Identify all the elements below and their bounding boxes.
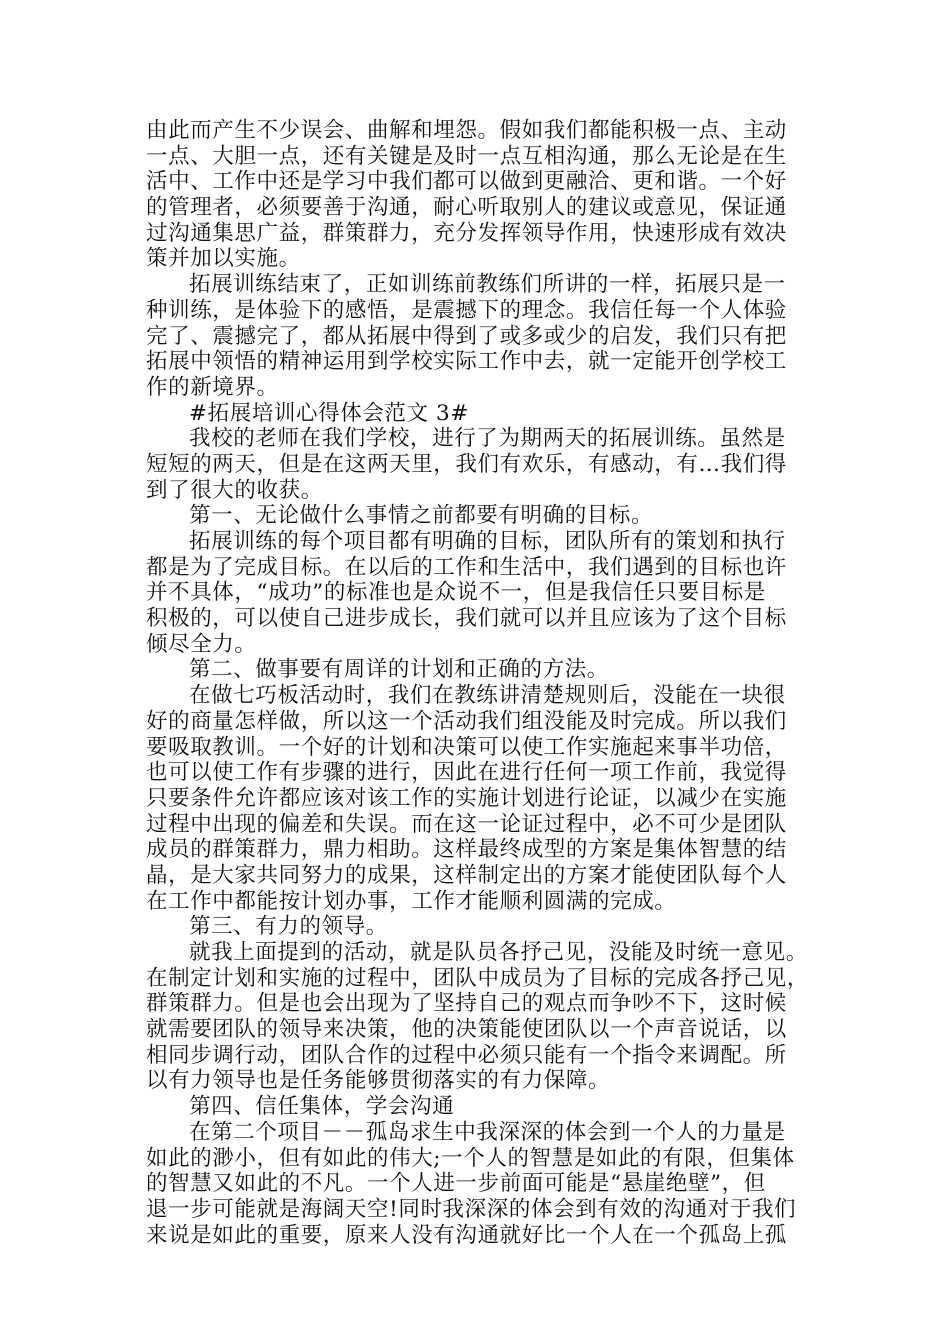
text-line: 由此而产生不少误会、曲解和埋怨。假如我们都能积极一点、主动 (146, 118, 787, 143)
text-line: 以有力领导也是任务能够贯彻落实的有力保障。 (146, 1068, 611, 1094)
text-line: 第四、信任集体，学会沟通 (189, 1094, 455, 1120)
text-line: 要吸取教训。一个好的计划和决策可以使工作实施起来事半功倍， (146, 734, 787, 760)
text-line: 种训练，是体验下的感悟，是震撼下的理念。我信任每一个人体验 (146, 297, 787, 323)
text-line: 活中、工作中还是学习中我们都可以做到更融洽、更和谐。一个好 (146, 169, 787, 195)
text-line: 的管理者，必须要善于沟通，耐心听取别人的建议或意见，保证通 (146, 195, 787, 221)
text-line: 并不具体，“成功”的标准也是众说不一，但是我信任只要目标是 (146, 580, 766, 606)
text-line: 倾尽全力。 (146, 631, 257, 657)
text-line: 晶，是大家共同努力的成果，这样制定出的方案才能使团队每个人 (146, 862, 787, 888)
text-line: 也可以使工作有步骤的进行，因此在进行任何一项工作前，我觉得 (146, 760, 787, 786)
document-body (146, 118, 826, 1248)
text-line: 拓展中领悟的精神运用到学校实际工作中去，就一定能开创学校工 (146, 349, 787, 375)
text-line: 好的商量怎样做，所以这一个活动我们组没能及时完成。所以我们 (146, 708, 787, 734)
text-line: 在做七巧板活动时，我们在教练讲清楚规则后，没能在一块很 (189, 683, 786, 709)
text-line: 拓展训练结束了，正如训练前教练们所讲的一样，拓展只是一 (189, 272, 786, 298)
text-line: 都是为了完成目标。在以后的工作和生活中，我们遇到的目标也许 (146, 554, 787, 580)
text-line: 我校的老师在我们学校，进行了为期两天的拓展训练。虽然是 (189, 426, 786, 452)
text-line: 在第二个项目－－孤岛求生中我深深的体会到一个人的力量是 (189, 1119, 786, 1145)
text-line: 就我上面提到的活动，就是队员各抒己见，没能及时统一意见。 (189, 940, 808, 965)
text-line: 成员的群策群力，鼎力相助。这样最终成型的方案是集体智慧的结 (146, 837, 787, 863)
text-line: 过沟通集思广益，群策群力，充分发挥领导作用，快速形成有效决 (146, 220, 787, 246)
text-line: 就需要团队的领导来决策，他的决策能使团队以一个声音说话，以 (146, 1017, 787, 1043)
text-line: 相同步调行动，团队合作的过程中必须只能有一个指令来调配。所 (146, 1042, 787, 1068)
text-line: 的智慧又如此的不凡。一个人进一步前面可能是“悬崖绝壁”，但 (146, 1171, 766, 1197)
text-line: 第三、有力的领导。 (189, 914, 388, 940)
text-line: 到了很大的收获。 (146, 477, 323, 503)
text-line: 在工作中都能按计划办事，工作才能顺利圆满的完成。 (146, 888, 677, 914)
text-line: 作的新境界。 (146, 374, 279, 400)
text-line: 完了、震撼完了，都从拓展中得到了或多或少的启发，我们只有把 (146, 323, 787, 349)
text-line: 只要条件允许都应该对该工作的实施计划进行论证，以减少在实施 (146, 785, 787, 811)
text-line: 积极的，可以使自己进步成长，我们就可以并且应该为了这个目标 (146, 606, 787, 632)
text-line: 群策群力。但是也会出现为了坚持自己的观点而争吵不下，这时候 (146, 991, 787, 1017)
text-line: 退一步可能就是海阔天空!同时我深深的体会到有效的沟通对于我们 (146, 1196, 797, 1222)
text-line: #拓展培训心得体会范文 3# (189, 400, 469, 426)
text-line: 第一、无论做什么事情之前都要有明确的目标。 (189, 503, 654, 529)
text-line: 短短的两天，但是在这两天里，我们有欢乐，有感动，有…我们得 (146, 451, 787, 477)
text-line: 一点、大胆一点，还有关键是及时一点互相沟通，那么无论是在生 (146, 143, 787, 169)
text-line: 来说是如此的重要，原来人没有沟通就好比一个人在一个孤岛上孤 (146, 1222, 787, 1248)
text-line: 策并加以实施。 (146, 246, 301, 272)
text-line: 过程中出现的偏差和失误。而在这一论证过程中，必不可少是团队 (146, 811, 787, 837)
text-line: 如此的渺小，但有如此的伟大;一个人的智慧是如此的有限，但集体 (146, 1145, 795, 1171)
text-line: 第二、做事要有周详的计划和正确的方法。 (189, 657, 609, 683)
text-line: 在制定计划和实施的过程中，团队中成员为了目标的完成各抒己见， (146, 965, 810, 991)
text-line: 拓展训练的每个项目都有明确的目标，团队所有的策划和执行 (189, 529, 786, 554)
